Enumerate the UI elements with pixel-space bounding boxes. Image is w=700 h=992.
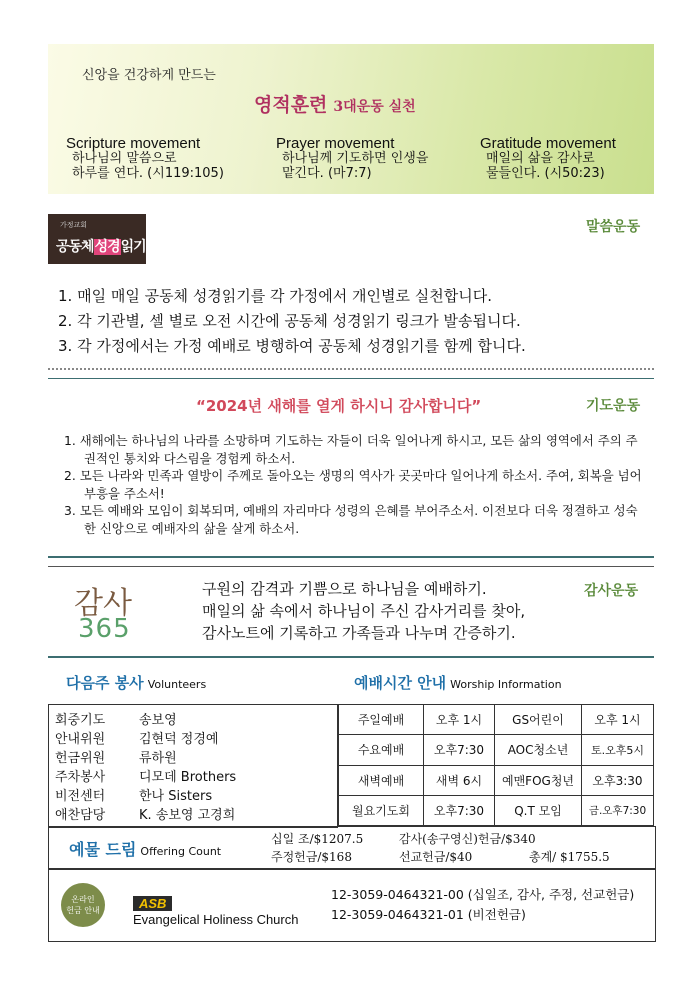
account-number-1: 12-3059-0464321-00 (십일조, 감사, 주정, 선교헌금)	[331, 887, 635, 902]
offering-title: 예물 드림 Offering Count	[69, 840, 222, 859]
table-row: 월요기도회 오후7:30 Q.T 모임 금.오후7:30	[339, 795, 654, 825]
list-item: 매일의 삶 속에서 하나님이 주신 감사거리를 찾아,	[202, 602, 526, 620]
volunteer-row: 비전센터 한나 Sisters	[55, 789, 213, 804]
divider	[48, 378, 654, 379]
table-row: 수요예배 오후7:30 AOC청소년 토.오후5시	[339, 735, 654, 765]
scripture-tag: 말씀운동	[586, 219, 641, 235]
offering-weekly: 주정헌금/$168	[271, 850, 352, 864]
movement-scripture: Scripture movement 하나님의 말씀으로 하루를 연다. (시119:105)	[66, 135, 224, 181]
banner-title-small: 3대운동 실천	[333, 99, 416, 115]
offering-box	[48, 826, 656, 870]
divider	[48, 656, 654, 658]
list-item: 2. 각 기관별, 셀 별로 오전 시간에 공동체 성경읽기 링크가 발송됩니다.	[58, 312, 521, 330]
table-row: 주일예배 오후 1시 GS어린이 오후 1시	[339, 705, 654, 735]
gratitude-365-logo: 감사 365	[74, 586, 132, 644]
volunteer-row: 애찬담당 K. 송보영 고경희	[55, 808, 236, 823]
divider	[48, 566, 654, 567]
banner-subtitle: 신앙을 건강하게 만드는	[82, 68, 216, 83]
banner	[48, 44, 654, 194]
volunteer-row: 안내위원 김현덕 정경예	[55, 732, 219, 747]
gratitude-list	[202, 578, 525, 644]
gratitude-tag: 감사운동	[584, 583, 639, 599]
worship-header: 예배시간 안내 Worship Information	[354, 674, 562, 692]
list-item: 1. 매일 매일 공동체 성경읽기를 각 가정에서 개인별로 실천합니다.	[58, 287, 492, 305]
offering-mission: 선교헌금/$40	[399, 850, 473, 864]
volunteer-row: 회중기도 송보영	[55, 713, 177, 728]
list-item: 1. 새해에는 하나님의 나라를 소망하며 기도하는 자들이 더욱 일어나게 하시고, 모든 삶의 영역에서 주의 주권적인 통치와 다스림을 경험케 하소서.	[64, 433, 638, 466]
volunteer-row: 헌금위원 류하원	[55, 751, 177, 766]
movement-prayer: Prayer movement 하나님께 기도하면 인생을 맡긴다. (마7:7)	[276, 135, 429, 181]
account-number-2: 12-3059-0464321-01 (비전헌금)	[331, 907, 526, 922]
volunteers-box	[48, 704, 338, 828]
account-box	[48, 868, 656, 942]
volunteer-row: 주차봉사 디모데 Brothers	[55, 770, 237, 785]
worship-table	[338, 704, 654, 826]
list-item: 2. 모든 나라와 민족과 열방이 주께로 돌아오는 생명의 역사가 곳곳마다 일어나게 하소서. 주여, 회복을 넘어 부흥을 주소서!	[64, 468, 642, 501]
offering-tithe: 십일 조/$1207.5	[271, 832, 364, 846]
prayer-list	[64, 432, 648, 537]
list-item: 3. 각 가정에서는 가정 예배로 병행하여 공동체 성경읽기를 함께 합니다.	[58, 337, 526, 355]
volunteers-header: 다음주 봉사 Volunteers	[66, 674, 207, 692]
list-item: 구원의 감격과 기쁨으로 하나님을 예배하기.	[202, 580, 487, 598]
asb-logo: ASB Evangelical Holiness Church	[133, 896, 299, 927]
prayer-title: “2024년 새해를 열게 하시니 감사합니다”	[196, 397, 482, 415]
list-item: 감사노트에 기록하고 가족들과 나누며 간증하기.	[202, 624, 516, 642]
prayer-tag: 기도운동	[586, 398, 641, 414]
movement-gratitude: Gratitude movement 매일의 삶을 감사로 물들인다. (시50:23)	[480, 135, 616, 181]
bible-reading-logo: 가정교회 공동체성경읽기	[48, 214, 146, 264]
table-row: 새벽예배 새벽 6시 예맨FOG청년 오후3:30	[339, 765, 654, 795]
divider	[48, 556, 654, 558]
list-item: 3. 모든 예배와 모임이 회복되며, 예배의 자리마다 성령의 은혜를 부어주소서. 이전보다 더욱 정결하고 성숙한 신앙으로 예배자의 삶을 살게 하소서.	[64, 503, 638, 536]
online-offering-badge: 온라인 헌금 안내	[61, 883, 105, 927]
scripture-list	[58, 284, 526, 359]
banner-title: 영적훈련 3대운동 실천	[254, 94, 416, 116]
divider	[48, 368, 654, 370]
offering-thanks: 감사(송구영신)헌금/$340	[399, 832, 536, 846]
offering-total: 총계/ $1755.5	[529, 850, 610, 864]
